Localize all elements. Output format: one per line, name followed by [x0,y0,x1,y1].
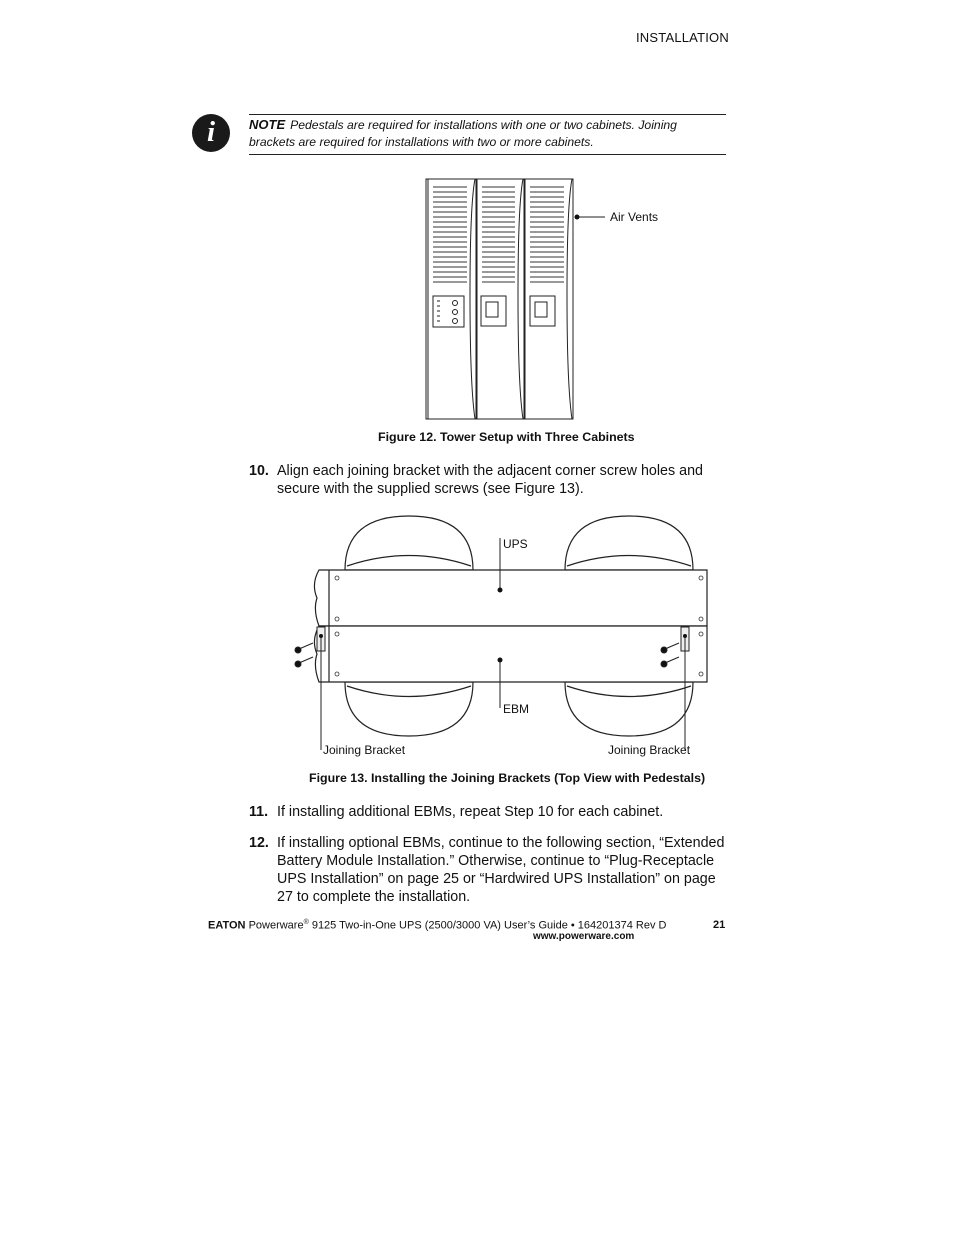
footer-title: 9125 Two-in-One UPS (2500/3000 VA) User’s Guide • 164201374 Rev D [308,919,667,932]
footer-brand: EATON [208,919,246,932]
footer-document-info [208,919,666,932]
step-11 [249,803,729,823]
note-block [249,117,725,150]
step-text: If installing additional EBMs, repeat Step 10 for each cabinet. [277,804,664,820]
step-text: If installing optional EBMs, continue to the following section, “Extended Battery Module Installation.” Otherwise, continue to “Plug-Receptacle UPS Installation” on page 25 or “Hardwired UPS Installation” on page 27 to complete the installation. [277,835,725,905]
step-number: 11. [249,804,269,820]
joining-bracket-label-left: Joining Bracket [323,743,406,757]
note-divider-top [249,114,726,115]
footer-url: www.powerware.com [533,931,635,942]
step-number: 12. [249,835,269,851]
step-10 [249,462,729,502]
page-number: 21 [713,919,726,931]
footer-product: Powerware [248,919,304,932]
figure-13-caption: Figure 13. Installing the Joining Brackets (Top View with Pedestals) [309,771,706,785]
step-12 [249,834,729,910]
note-label: NOTE [249,117,286,132]
info-icon: i [192,114,230,152]
step-text: Align each joining bracket with the adjacent corner screw holes and secure with the supplied screws (see Figure 13). [277,463,703,497]
ups-label: UPS [503,537,528,551]
ebm-label: EBM [503,702,530,716]
footer-registered: ® [303,919,309,926]
running-header: INSTALLATION [636,30,729,45]
figure-12-caption: Figure 12. Tower Setup with Three Cabinets [378,430,635,444]
note-divider-bottom [249,154,726,155]
joining-bracket-label-right: Joining Bracket [608,743,691,757]
air-vents-label: Air Vents [610,210,659,224]
step-number: 10. [249,463,269,479]
note-text: Pedestals are required for installations with one or two cabinets. Joining brackets are required for installations with two or more cabinets. [249,118,677,149]
